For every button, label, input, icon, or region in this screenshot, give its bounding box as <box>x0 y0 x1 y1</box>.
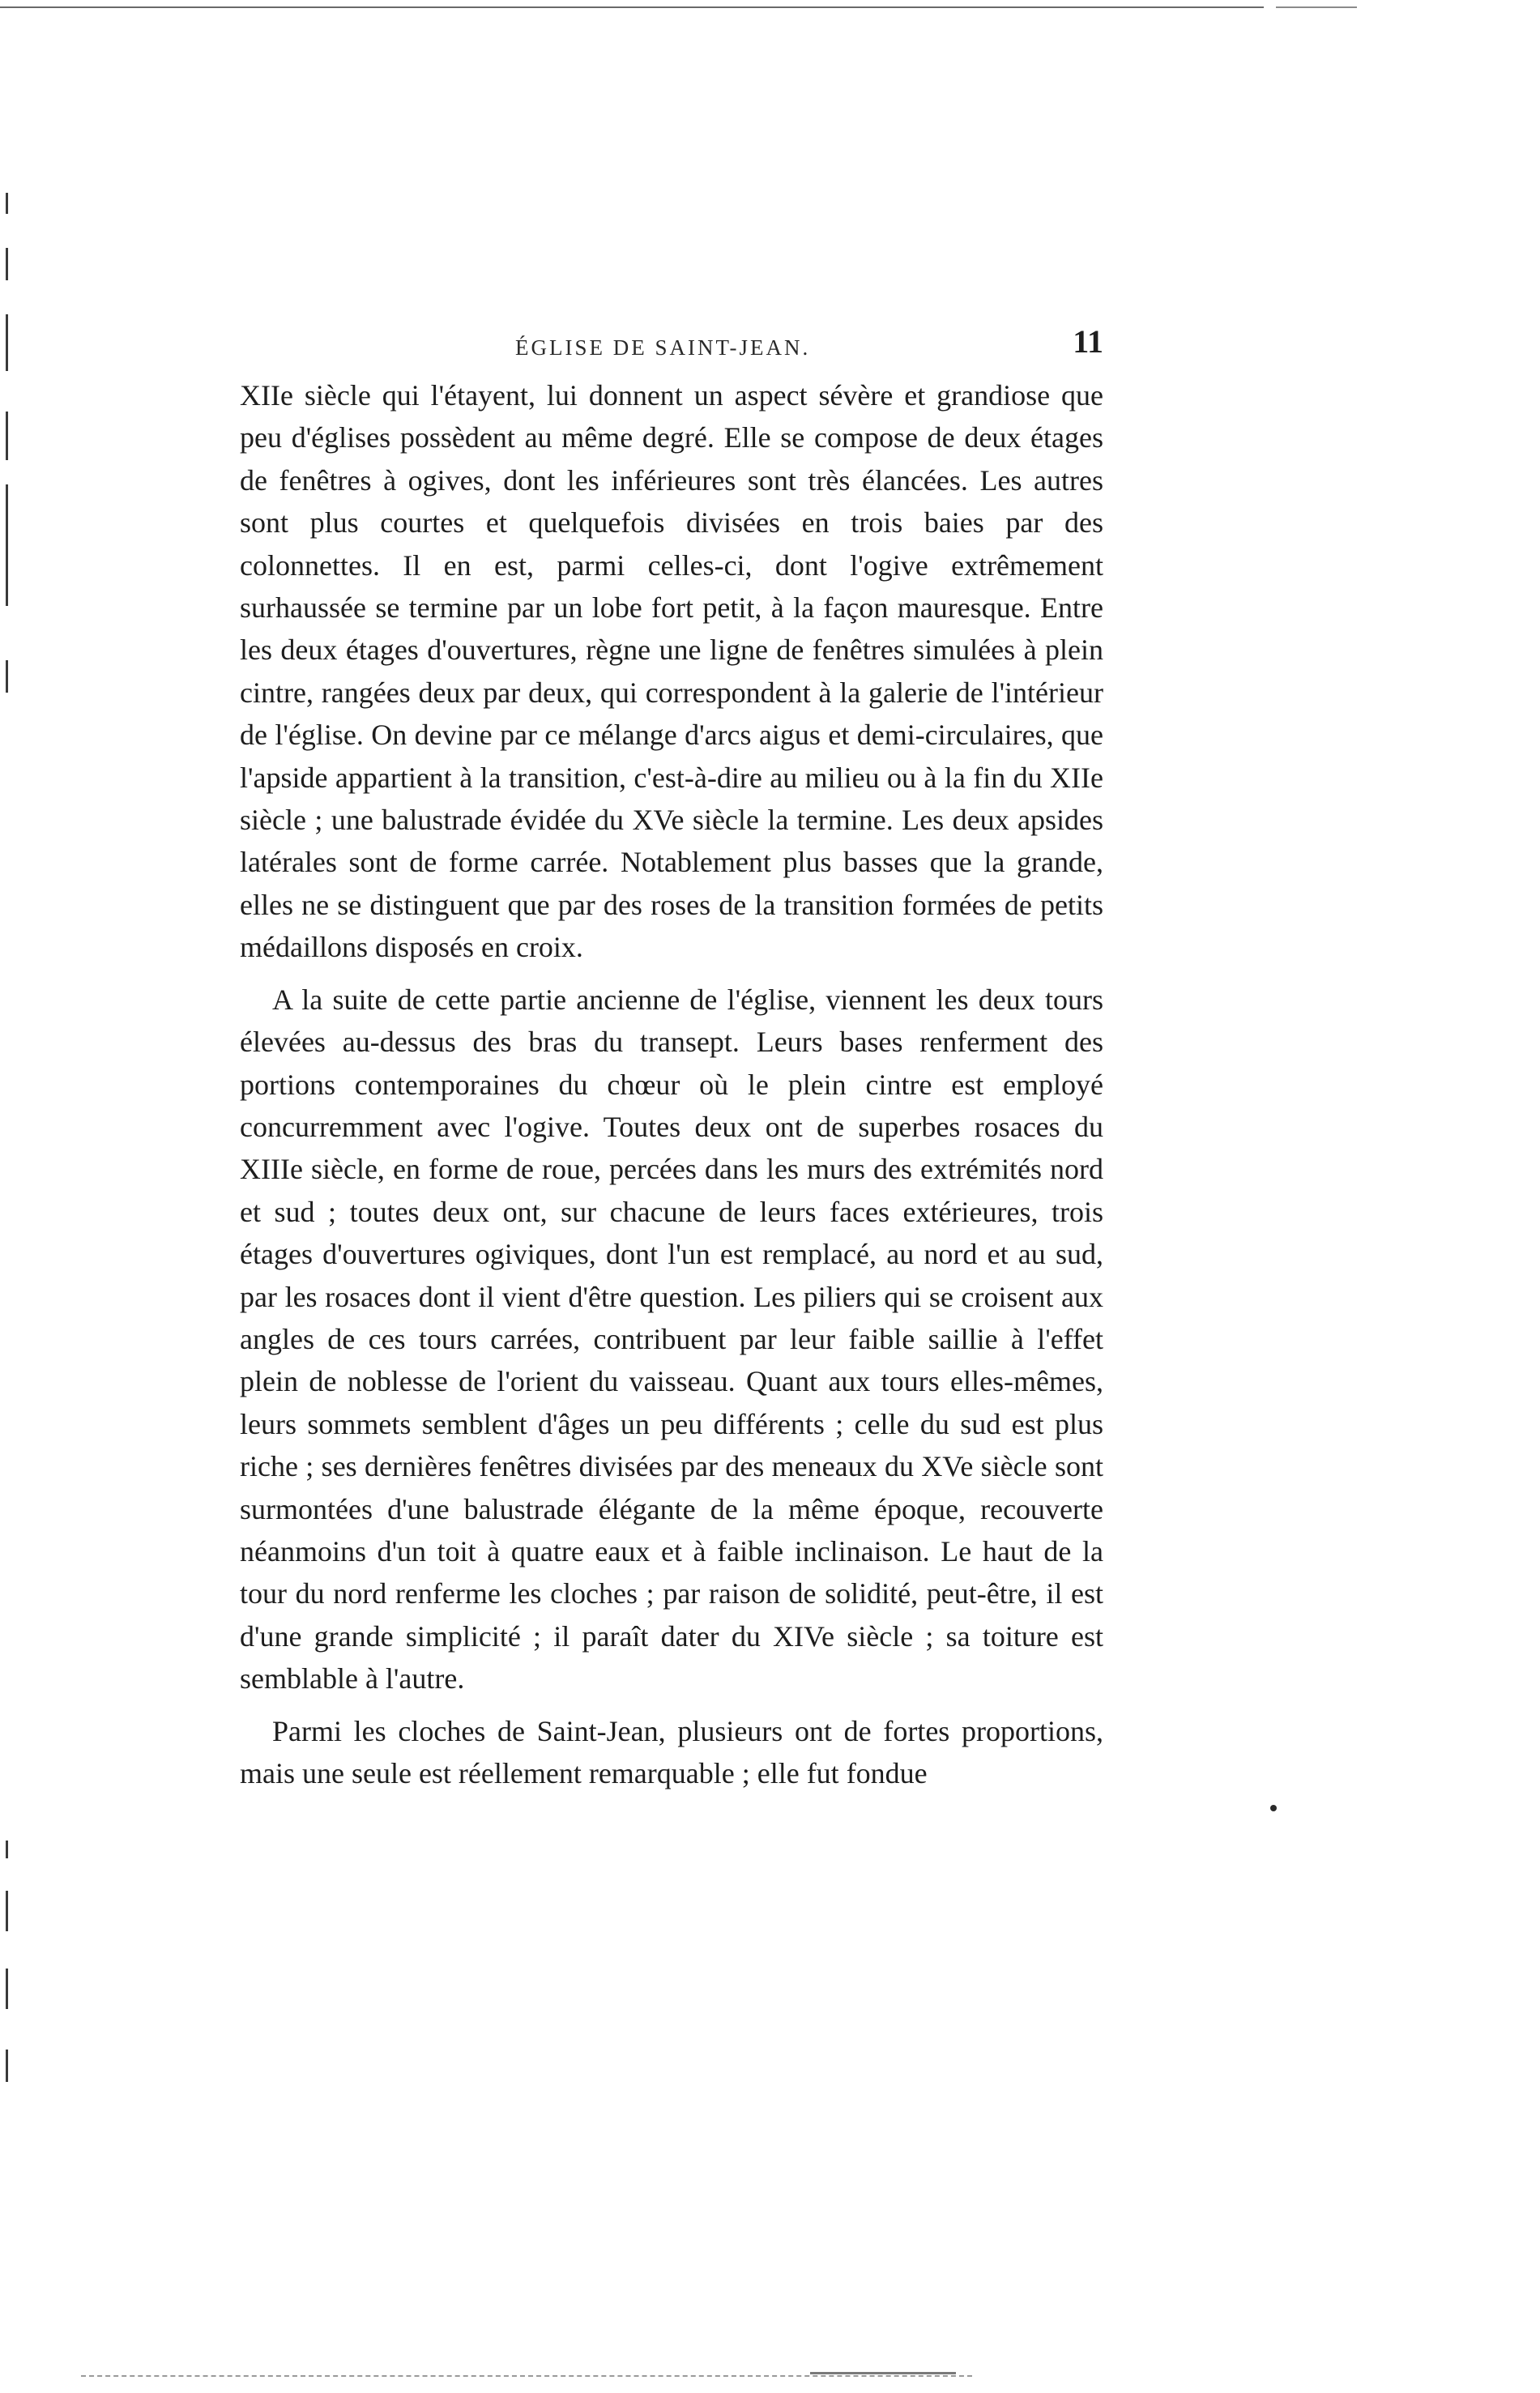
body-text <box>240 374 1103 1794</box>
bottom-scan-edge-line-right <box>810 2372 956 2374</box>
page-header <box>240 322 1103 371</box>
paragraph: Parmi les cloches de Saint-Jean, plusieurs ont de fortes proportions, mais une seule est réellement remarquable ; elle fut fondue <box>240 1714 1103 1789</box>
top-scan-edge-line-right <box>1276 6 1357 8</box>
margin-scan-mark <box>6 1841 8 1858</box>
bottom-scan-edge-line <box>81 2375 972 2377</box>
margin-scan-mark <box>6 248 8 280</box>
margin-scan-mark <box>6 193 8 214</box>
margin-scan-mark <box>6 2050 8 2082</box>
margin-scan-mark <box>6 1969 8 2009</box>
top-scan-edge-line <box>0 6 1264 8</box>
margin-scan-mark <box>6 1891 8 1931</box>
running-head: ÉGLISE DE SAINT-JEAN. <box>515 335 811 360</box>
paragraph: A la suite de cette partie ancienne de l'église, viennent les deux tours élevées au-dessus des bras du transept. Leurs bases renferment des portions contemporaines du chœur où le plein cintre est employé concurremment avec l'ogive. Toutes deux ont de superbes rosaces du XIIIe siècle, en forme de roue, percées dans les murs des extrémités nord et sud ; toutes deux ont, sur chacune de leurs faces extérieures, trois étages d'ouvertures ogiviques, dont l'un est remplacé, au nord et au sud, par les rosaces dont il vient d'être question. Les piliers qui se croisent aux angles de ces tours carrées, contribuent par leur faible saillie à l'effet plein de noblesse de l'orient du vaisseau. Quant aux tours elles-mêmes, leurs sommets semblent d'âges un peu différents ; celle du sud est plus riche ; ses dernières fenêtres divisées par des meneaux du XVe siècle sont surmontées d'une balustrade élégante de la même époque, recouverte néanmoins d'un toit à quatre eaux et à faible inclinaison. Le haut de la tour du nord renferme les cloches ; par raison de solidité, peut-être, il est d'une grande simplicité ; il paraît dater du XIVe siècle ; sa toiture est semblable à l'autre. <box>240 983 1103 1696</box>
margin-scan-mark <box>6 484 8 606</box>
ink-dot <box>1270 1805 1277 1811</box>
margin-scan-mark <box>6 412 8 460</box>
margin-scan-mark <box>6 660 8 693</box>
margin-scan-mark <box>6 314 8 371</box>
paragraph: XIIe siècle qui l'étayent, lui donnent un aspect sévère et grandiose que peu d'églises possèdent au même degré. Elle se compose de deux étages de fenêtres à ogives, dont les inférieures sont très élancées. Les autres sont plus courtes et quelquefois divisées en trois baies par des colonnettes. Il en est, parmi celles-ci, dont l'ogive extrêmement surhaussée se termine par un lobe fort petit, à la façon mauresque. Entre les deux étages d'ouvertures, règne une ligne de fenêtres simulées à plein cintre, rangées deux par deux, qui correspondent à la galerie de l'intérieur de l'église. On devine par ce mélange d'arcs aigus et demi-circulaires, que l'apside appartient à la transition, c'est-à-dire au milieu ou à la fin du XIIe siècle ; une balustrade évidée du XVe siècle la termine. Les deux apsides latérales sont de forme carrée. Notablement plus basses que la grande, elles ne se distinguent que par des roses de la transition formées de petits médaillons disposés en croix. <box>240 379 1103 964</box>
page-number: 11 <box>1073 323 1103 360</box>
